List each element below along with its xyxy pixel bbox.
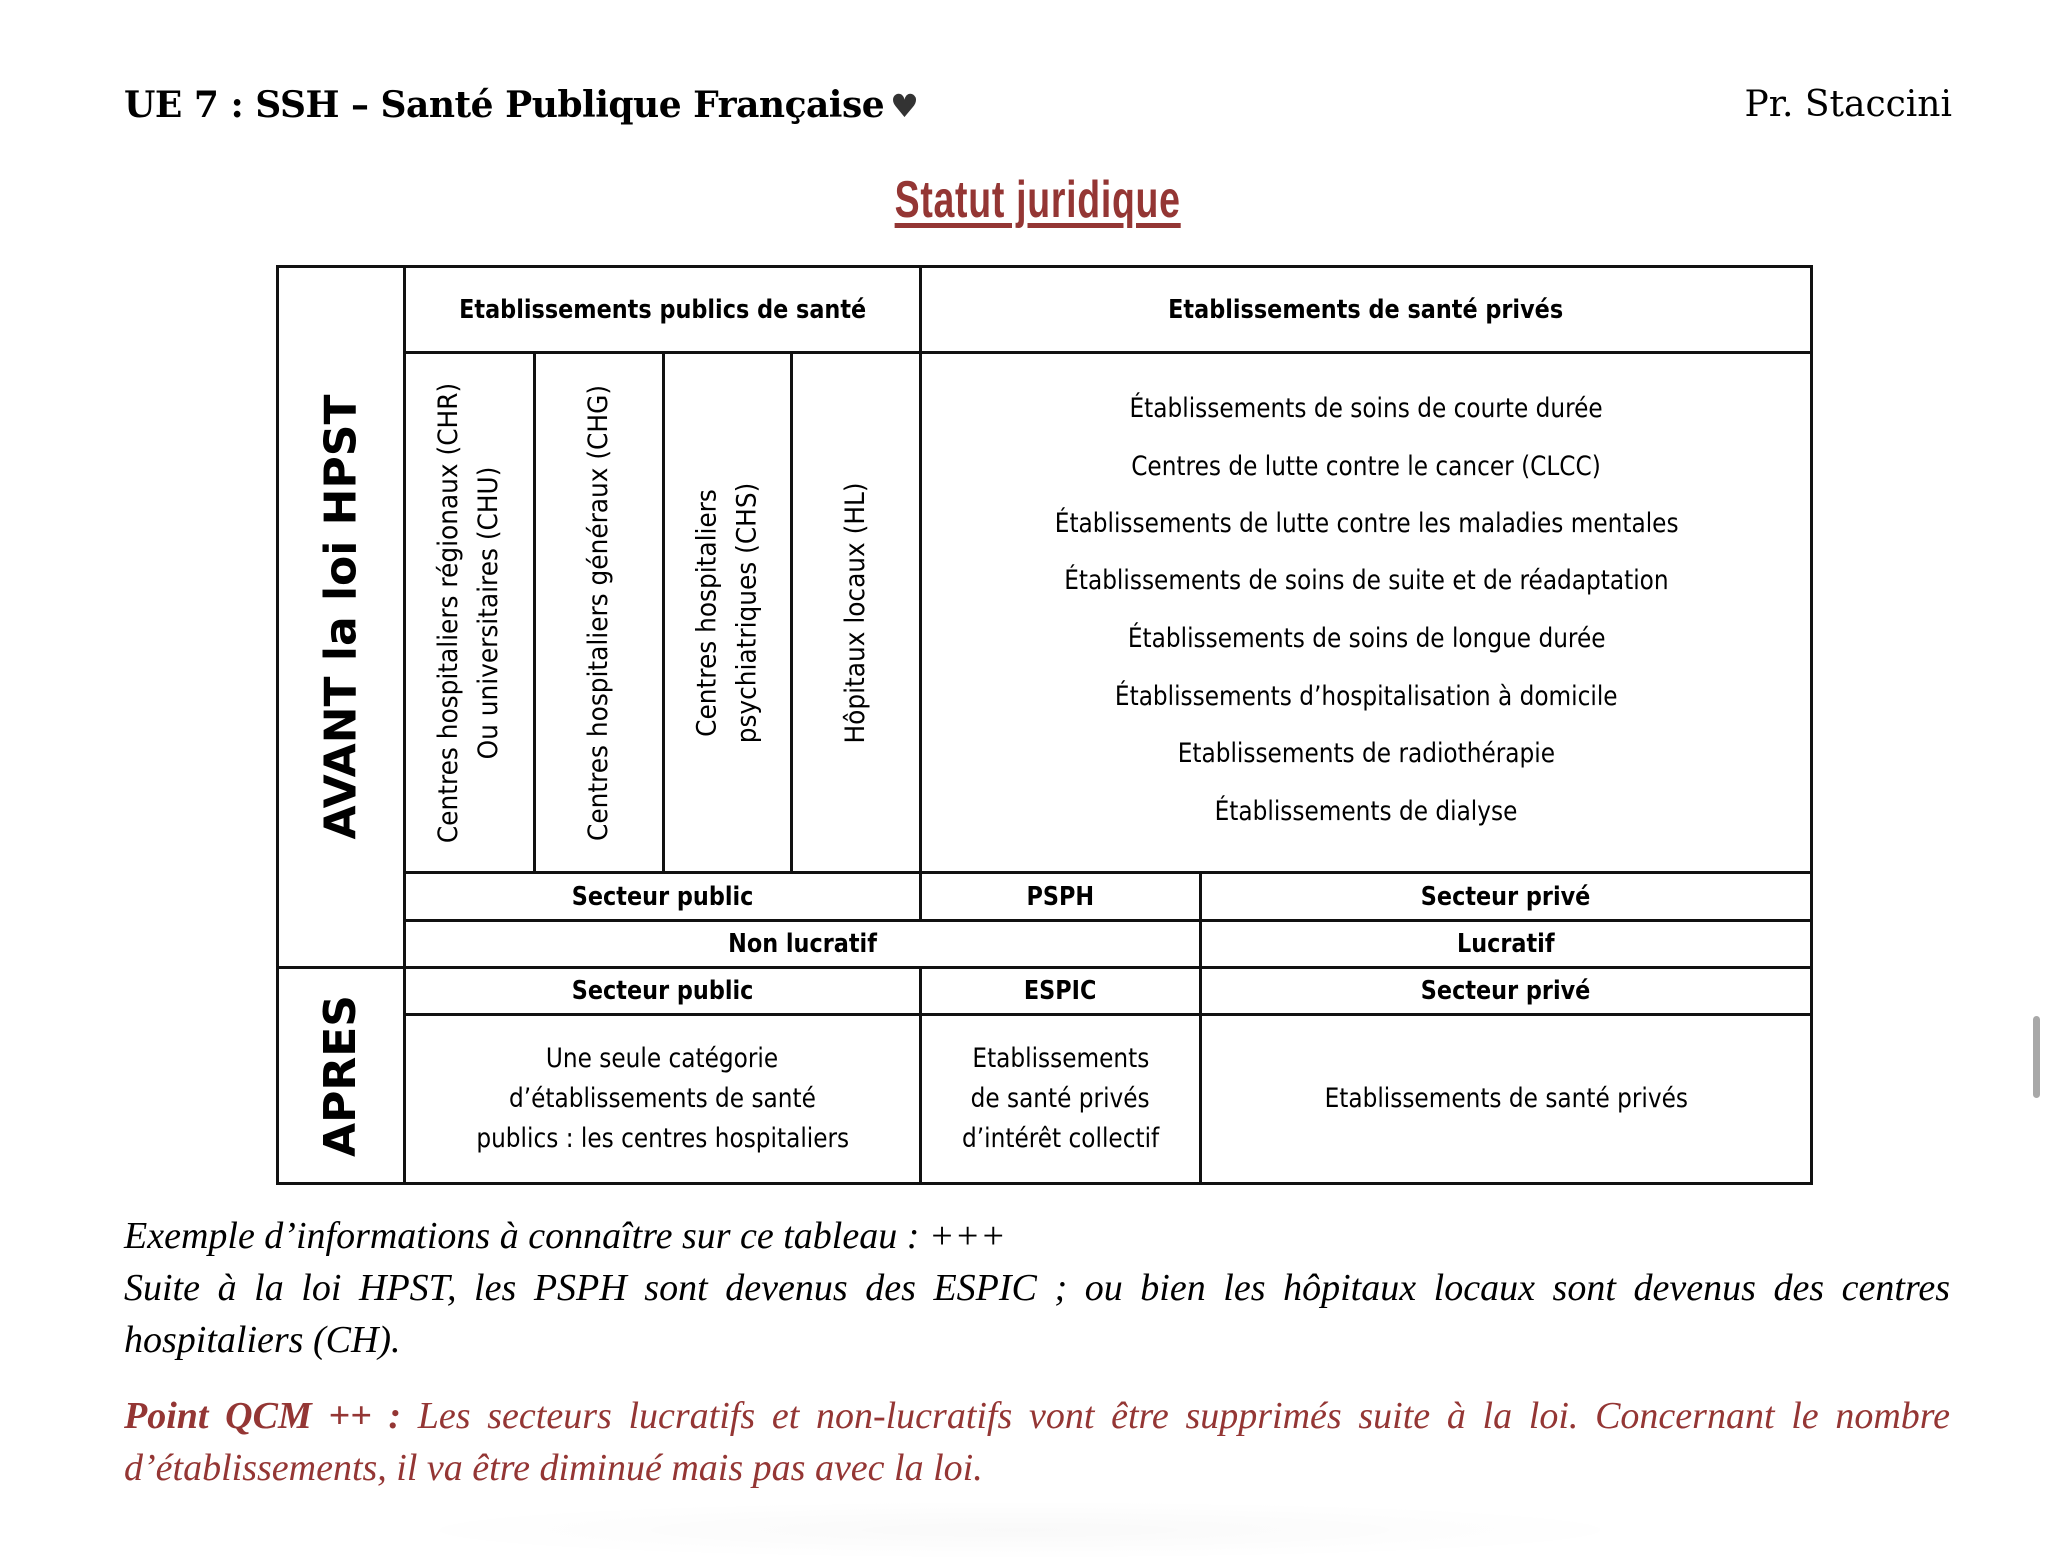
public-type-text bbox=[579, 384, 619, 840]
after-desc-espic bbox=[922, 1016, 1199, 1182]
sector-label: PSPH bbox=[1026, 881, 1095, 912]
header-private bbox=[922, 268, 1810, 351]
desc-line: Une seule catégorie bbox=[546, 1043, 779, 1074]
sector-label: Secteur privé bbox=[1421, 976, 1591, 1006]
private-type-text: Établissements de dialyse bbox=[1215, 796, 1518, 827]
public-type-line: Centres hospitaliers généraux (CHG) bbox=[583, 384, 615, 841]
private-type-item bbox=[923, 792, 1810, 832]
public-type-text bbox=[688, 482, 768, 743]
header-private-text: Etablissements de santé privés bbox=[1168, 294, 1564, 325]
private-type-item bbox=[923, 447, 1810, 487]
table-line bbox=[919, 265, 922, 921]
example-text: Suite à la loi HPST, les PSPH sont devenus des ESPIC ; ou bien les hôpitaux locaux sont devenus des centres hospitaliers (CH). bbox=[124, 1267, 1950, 1361]
private-type-item bbox=[923, 504, 1810, 544]
private-type-item bbox=[923, 619, 1810, 659]
profit-label-text: Lucratif bbox=[1457, 929, 1555, 959]
desc-line: de santé privés bbox=[970, 1083, 1151, 1114]
public-type-hl bbox=[793, 354, 919, 871]
row-label-before-text: AVANT la loi HPST bbox=[315, 394, 367, 840]
table-border-right bbox=[1810, 265, 1813, 1185]
sector-label: ESPIC bbox=[1024, 976, 1097, 1006]
private-type-text: Établissements de soins de courte durée bbox=[1129, 393, 1604, 424]
qcm-note bbox=[124, 1390, 1950, 1494]
public-type-line: Hôpitaux locaux (HL) bbox=[840, 481, 872, 744]
private-type-text: Etablissements de radiothérapie bbox=[1177, 738, 1556, 769]
private-type-text: Établissements de soins de suite et de réadaptation bbox=[1064, 565, 1669, 596]
example-intro: Exemple d’informations à connaître sur ce tableau : +++ bbox=[124, 1215, 1006, 1257]
header-public-text: Etablissements publics de santé bbox=[458, 294, 867, 325]
desc-line: d’intérêt collectif bbox=[961, 1123, 1160, 1154]
sector-label: Secteur public bbox=[571, 976, 754, 1006]
public-type-chg bbox=[536, 354, 662, 871]
course-header bbox=[124, 80, 918, 131]
professor-name: Pr. Staccini bbox=[1744, 84, 1952, 125]
profit-label bbox=[1202, 922, 1810, 966]
course-title: UE 7 : SSH – Santé Publique Française bbox=[124, 84, 885, 126]
after-sector-private bbox=[1202, 969, 1810, 1013]
before-sector-psph bbox=[922, 874, 1199, 919]
section-title-text: Statut juridique bbox=[894, 171, 1182, 229]
after-desc-private bbox=[1202, 1016, 1810, 1182]
after-sector-public bbox=[406, 969, 919, 1013]
sector-label: Secteur privé bbox=[1421, 881, 1591, 912]
sector-label: Secteur public bbox=[571, 881, 754, 912]
desc-line: publics : les centres hospitaliers bbox=[476, 1123, 849, 1154]
row-label-after bbox=[279, 969, 403, 1182]
row-label-after-text: APRES bbox=[315, 994, 366, 1157]
vertical-scrollbar[interactable] bbox=[2033, 1016, 2040, 1098]
desc-line: Etablissements de santé privés bbox=[1324, 1083, 1688, 1114]
non-profit-label bbox=[406, 922, 1199, 966]
table-border-bottom bbox=[276, 1182, 1813, 1185]
desc-line: Etablissements bbox=[972, 1043, 1149, 1074]
public-type-text bbox=[836, 482, 876, 743]
public-type-line: Ou universitaires (CHU) bbox=[473, 466, 505, 759]
private-type-item bbox=[923, 561, 1810, 601]
public-type-text bbox=[430, 382, 510, 842]
bottom-shadow bbox=[380, 1500, 1660, 1560]
before-sector-private bbox=[1202, 874, 1810, 919]
profit-label: Non lucratif bbox=[728, 929, 877, 959]
row-label-before bbox=[279, 268, 403, 966]
public-type-line: psychiatriques (CHS) bbox=[731, 482, 763, 743]
after-desc-public bbox=[406, 1016, 919, 1182]
section-title bbox=[0, 168, 2048, 232]
public-type-line: Centres hospitaliers régionaux (CHR) bbox=[433, 382, 465, 843]
private-type-text: Établissements d’hospitalisation à domicile bbox=[1115, 681, 1618, 712]
public-type-chr-chu bbox=[406, 354, 533, 871]
private-type-text: Établissements de soins de longue durée bbox=[1127, 623, 1606, 654]
private-type-item bbox=[923, 734, 1810, 774]
before-sector-public bbox=[406, 874, 919, 919]
private-type-item bbox=[923, 389, 1810, 429]
private-types-list bbox=[923, 356, 1810, 872]
after-sector-espic bbox=[922, 969, 1199, 1013]
heart-icon: ♥ bbox=[890, 87, 919, 125]
public-type-line: Centres hospitaliers bbox=[691, 488, 723, 737]
desc-line: d’établissements de santé bbox=[509, 1083, 816, 1114]
qcm-text: Les secteurs lucratifs et non-lucratifs vont être supprimés suite à la loi. Concernant le nombre d’établissements, il va être diminué mais pas avec la loi. bbox=[124, 1395, 1950, 1489]
private-type-text: Établissements de lutte contre les maladies mentales bbox=[1054, 508, 1679, 539]
public-type-chs bbox=[665, 354, 790, 871]
qcm-label: Point QCM ++ : bbox=[124, 1395, 402, 1437]
header-public bbox=[406, 268, 919, 351]
private-type-text: Centres de lutte contre le cancer (CLCC) bbox=[1131, 451, 1602, 482]
private-type-item bbox=[923, 677, 1810, 717]
